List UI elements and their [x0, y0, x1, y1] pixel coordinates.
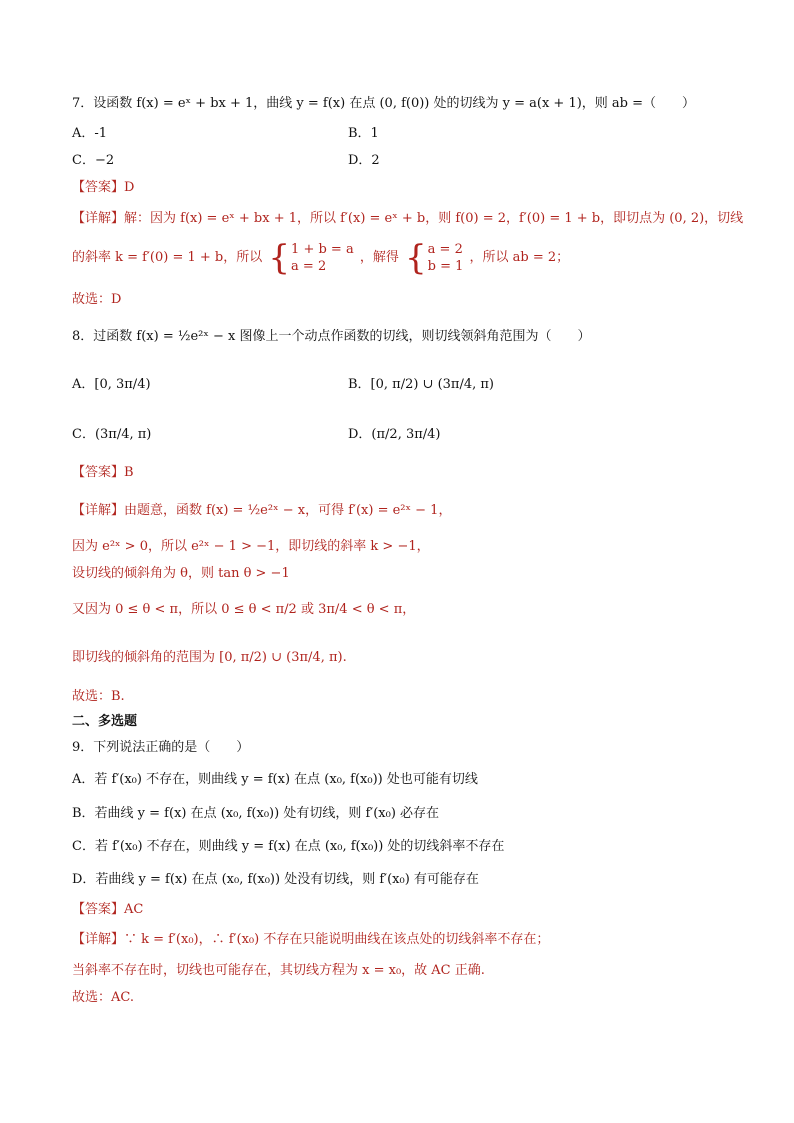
- q7-option-a: A．-1: [72, 126, 108, 141]
- q9-detail-line1: 【详解】∵ k = f′(x₀)，∴ f′(x₀) 不存在只能说明曲线在该点处的切线斜率不存在；: [72, 932, 550, 947]
- q7-option-d: D．2: [348, 153, 380, 168]
- q9-option-d: D．若曲线 y = f(x) 在点 (x₀, f(x₀)) 处没有切线，则 f′(x₀) 有可能存在: [72, 872, 479, 887]
- q8-answer: 【答案】B: [72, 465, 134, 480]
- q8-choose: 故选：B.: [72, 689, 125, 704]
- q9-detail-line2: 当斜率不存在时，切线也可能存在，其切线方程为 x = x₀，故 AC 正确.: [72, 963, 485, 978]
- section-heading: 二、多选题: [72, 714, 138, 729]
- q7-detail-line1: 【详解】解：因为 f(x) = eˣ + bx + 1，所以 f′(x) = eˣ + b，则 f(0) = 2，f′(0) = 1 + b，即切点为 (0, 2)，切线: [72, 211, 744, 226]
- q9-option-a: A．若 f′(x₀) 不存在，则曲线 y = f(x) 在点 (x₀, f(x₀)) 处也可能有切线: [72, 772, 478, 787]
- left-brace-icon: {: [268, 237, 291, 278]
- q9-answer: 【答案】AC: [72, 902, 144, 917]
- left-brace-icon: {: [405, 237, 427, 278]
- q7-system-2-eq1: a = 2: [427, 241, 463, 257]
- q7-detail-text-c: ，所以 ab = 2；: [469, 250, 570, 265]
- q7-option-c: C．−2: [72, 153, 115, 168]
- q8-detail-line5: 即切线的倾斜角的范围为 [0, π/2) ∪ (3π/4, π).: [72, 650, 347, 665]
- q8-detail-line2: 因为 e²ˣ > 0，所以 e²ˣ − 1 > −1，即切线的斜率 k > −1，: [72, 539, 430, 554]
- q7-detail-text-a: 的斜率 k = f′(0) = 1 + b，所以: [72, 250, 263, 265]
- q7-option-b: B．1: [348, 126, 379, 141]
- q7-detail-line2: [72, 237, 570, 278]
- q8-detail-line4: 又因为 0 ≤ θ < π，所以 0 ≤ θ < π/2 或 3π/4 < θ < π，: [72, 602, 416, 617]
- q9-stem: 9．下列说法正确的是（ ）: [72, 740, 250, 755]
- q7-detail-text-b: ，解得: [359, 250, 399, 265]
- q9-option-c: C．若 f′(x₀) 不存在，则曲线 y = f(x) 在点 (x₀, f(x₀)) 处的切线斜率不存在: [72, 839, 505, 854]
- q7-system-1-eq1: 1 + b = a: [291, 241, 354, 257]
- q7-choose: 故选：D: [72, 292, 122, 307]
- q7-stem: 7．设函数 f(x) = eˣ + bx + 1，曲线 y = f(x) 在点 (0, f(0)) 处的切线为 y = a(x + 1)，则 ab =（ ）: [72, 96, 696, 111]
- q8-option-b: B．[0, π/2) ∪ (3π/4, π): [348, 377, 495, 392]
- q7-system-1-eq2: a = 2: [291, 258, 327, 274]
- q7-system-2: [405, 237, 464, 278]
- q8-detail-line3: 设切线的倾斜角为 θ，则 tan θ > −1: [72, 566, 290, 581]
- q7-system-1: [268, 237, 354, 278]
- q8-option-a: A．[0, 3π/4): [72, 377, 151, 392]
- q7-system-2-eq2: b = 1: [427, 258, 464, 274]
- q8-detail-line1: 【详解】由题意，函数 f(x) = ½e²ˣ − x，可得 f′(x) = e²ˣ − 1，: [72, 503, 452, 518]
- q8-stem: 8．过函数 f(x) = ½e²ˣ − x 图像上一个动点作函数的切线，则切线领斜角范围为（ ）: [72, 329, 591, 344]
- q8-option-d: D．(π/2, 3π/4): [348, 427, 441, 442]
- q8-option-c: C．(3π/4, π): [72, 427, 152, 442]
- q9-option-b: B．若曲线 y = f(x) 在点 (x₀, f(x₀)) 处有切线，则 f′(x₀) 必存在: [72, 806, 440, 821]
- q7-answer: 【答案】D: [72, 180, 135, 195]
- q9-choose: 故选：AC.: [72, 990, 135, 1005]
